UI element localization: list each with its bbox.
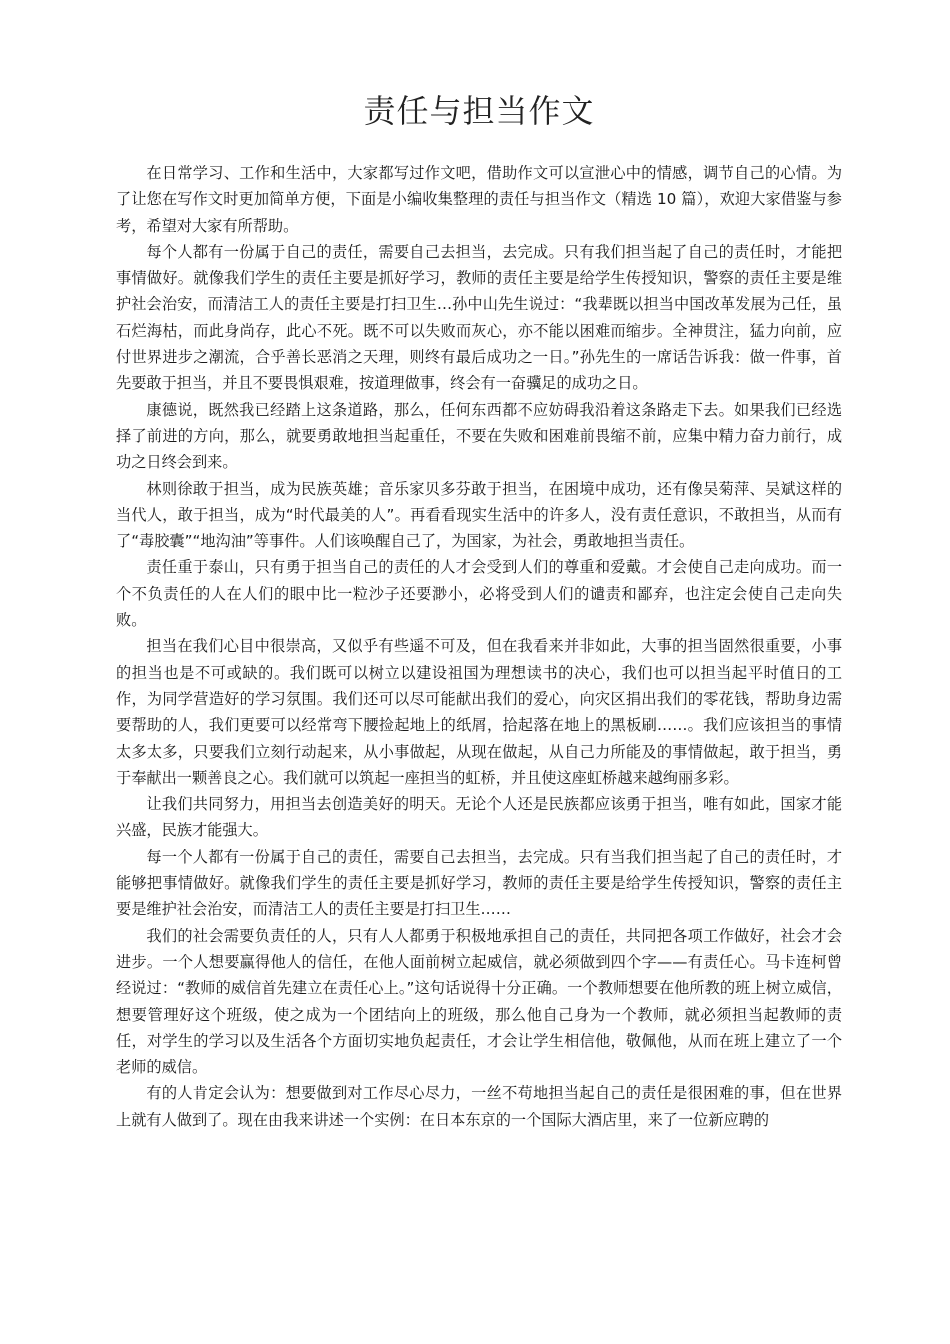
document-body bbox=[116, 160, 842, 1133]
paragraph: 有的人肯定会认为：想要做到对工作尽心尽力，一丝不苟地担当起自己的责任是很困难的事，但在世界上就有人做到了。现在由我来讲述一个实例：在日本东京的一个国际大酒店里，来了一位新应聘的 bbox=[116, 1084, 842, 1129]
paragraph: 担当在我们心目中很崇高，又似乎有些遥不可及，但在我看来并非如此，大事的担当固然很重要，小事的担当也是不可或缺的。我们既可以树立以建设祖国为理想读书的决心，我们也可以担当起平时值日的工作，为同学营造好的学习氛围。我们还可以尽可能献出我们的爱心，向灾区捐出我们的零花钱，帮助身边需要帮助的人，我们更要可以经常弯下腰捡起地上的纸屑，拾起落在地上的黑板刷……。我们应该担当的事情太多太多，只要我们立刻行动起来，从小事做起，从现在做起，从自己力所能及的事情做起，敢于担当，勇于奉献出一颗善良之心。我们就可以筑起一座担当的虹桥，并且使这座虹桥越来越绚丽多彩。 bbox=[116, 637, 842, 787]
document-title: 责任与担当作文 bbox=[363, 92, 595, 130]
paragraph: 在日常学习、工作和生活中，大家都写过作文吧，借助作文可以宣泄心中的情感，调节自己的心情。为了让您在写作文时更加简单方便，下面是小编收集整理的责任与担当作文（精选 10 篇），欢迎大家借鉴与参考，希望对大家有所帮助。 bbox=[116, 164, 842, 235]
paragraph: 每一个人都有一份属于自己的责任，需要自己去担当，去完成。只有当我们担当起了自己的责任时，才能够把事情做好。就像我们学生的责任主要是抓好学习，教师的责任主要是给学生传授知识，警察的责任主要是维护社会治安，而清洁工人的责任主要是打扫卫生…… bbox=[116, 847, 842, 919]
paragraph: 林则徐敢于担当，成为民族英雄；音乐家贝多芬敢于担当，在困境中成功，还有像吴菊萍、吴斌这样的当代人，敢于担当，成为“时代最美的人”。再看看现实生活中的许多人，没有责任意识，不敢担当，从而有了“毒胶囊”“地沟油”等事件。人们该唤醒自己了，为国家，为社会，勇敢地担当责任。 bbox=[116, 479, 842, 551]
paragraph: 每个人都有一份属于自己的责任，需要自己去担当，去完成。只有我们担当起了自己的责任时，才能把事情做好。就像我们学生的责任主要是抓好学习，教师的责任主要是给学生传授知识，警察的责任主要是维护社会治安，而清洁工人的责任主要是打扫卫生…孙中山先生说过：“我辈既以担当中国改革发展为己任，虽石烂海枯，而此身尚存，此心不死。既不可以失败而灰心，亦不能以困难而缩步。全神贯注，猛力向前，应付世界进步之潮流，合乎善长恶消之天理，则终有最后成功之一日。”孙先生的一席话告诉我：做一件事，首先要敢于担当，并且不要畏惧艰难，按道理做事，终会有一奋骥足的成功之日。 bbox=[116, 242, 842, 393]
paragraph: 让我们共同努力，用担当去创造美好的明天。无论个人还是民族都应该勇于担当，唯有如此，国家才能兴盛，民族才能强大。 bbox=[116, 795, 842, 840]
paragraph: 我们的社会需要负责任的人，只有人人都勇于积极地承担自己的责任，共同把各项工作做好，社会才会进步。一个人想要赢得他人的信任，在他人面前树立起威信，就必须做到四个字——有责任心。马卡连柯曾经说过：“教师的威信首先建立在责任心上。”这句话说得十分正确。一个教师想要在他所教的班上树立威信，想要管理好这个班级，使之成为一个团结向上的班级，那么他自己身为一个教师，就必须担当起教师的责任，对学生的学习以及生活各个方面切实地负起责任，才会让学生相信他，敬佩他，从而在班上建立了一个老师的威信。 bbox=[116, 926, 842, 1077]
paragraph: 责任重于泰山，只有勇于担当自己的责任的人才会受到人们的尊重和爱戴。才会使自己走向成功。而一个不负责任的人在人们的眼中比一粒沙子还要渺小，必将受到人们的谴责和鄙弃，也注定会使自己走向失败。 bbox=[116, 558, 842, 630]
paragraph: 康德说，既然我已经踏上这条道路，那么，任何东西都不应妨碍我沿着这条路走下去。如果我们已经选择了前进的方向，那么，就要勇敢地担当起重任，不要在失败和困难前畏缩不前，应集中精力奋力前行，成功之日终会到来。 bbox=[116, 400, 842, 472]
